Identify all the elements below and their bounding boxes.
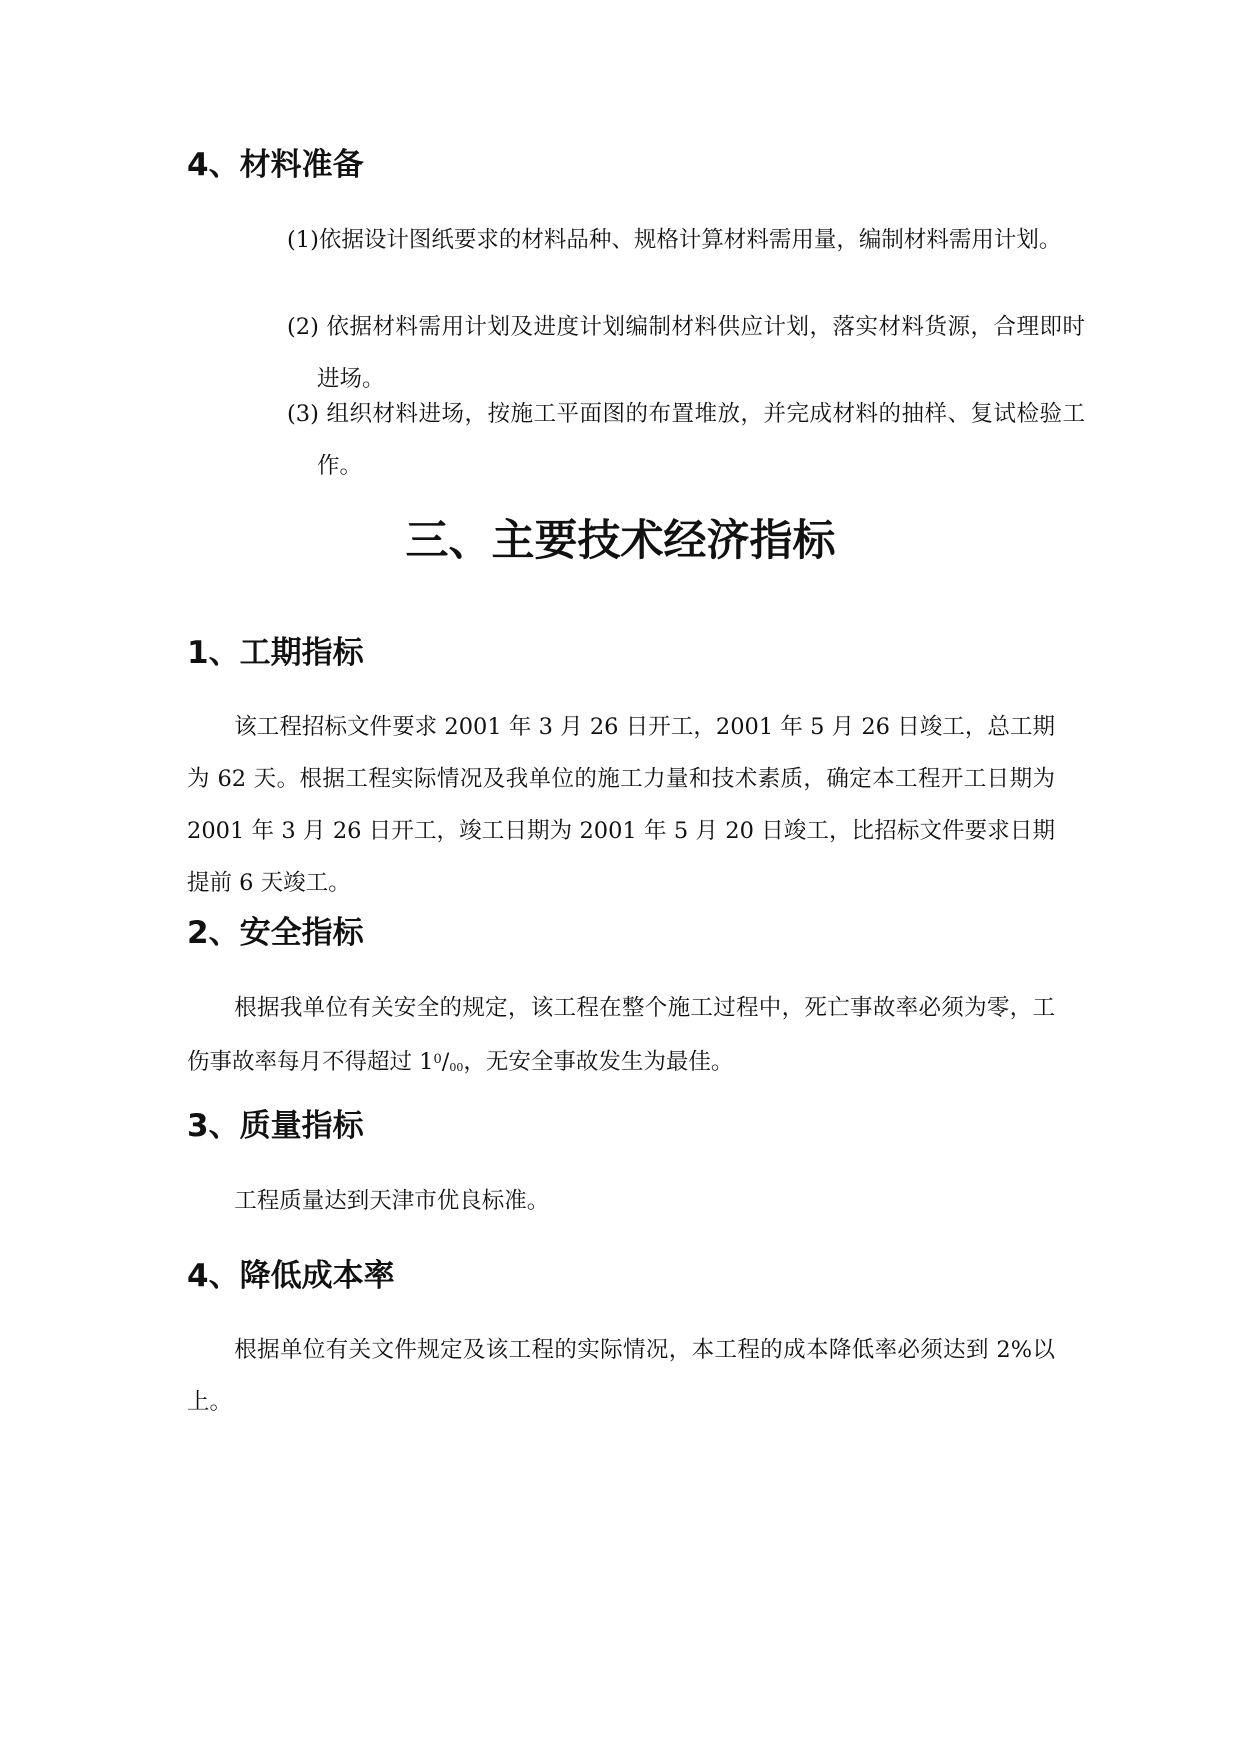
safety-paragraph — [187, 982, 1055, 1094]
permille-slash: / — [441, 1049, 450, 1075]
schedule-heading: 1、工期指标 — [187, 635, 364, 671]
quality-heading: 3、质量指标 — [187, 1108, 364, 1144]
materials-heading: 4、材料准备 — [187, 147, 364, 183]
quality-paragraph: 工程质量达到天津市优良标准。 — [234, 1188, 550, 1214]
safety-text-before: 根据我单位有关安全的规定，该工程在整个施工过程中，死亡事故率必须为零，工伤事故率每月不得超过 1 — [187, 995, 1055, 1075]
permille-numerator: 0 — [433, 1052, 442, 1067]
cost-paragraph: 根据单位有关文件规定及该工程的实际情况，本工程的成本降低率必须达到 2%以上。 — [187, 1337, 1055, 1415]
section-title: 三、主要技术经济指标 — [405, 516, 836, 566]
cost-heading: 4、降低成本率 — [187, 1258, 395, 1294]
permille-denominator: 00 — [449, 1061, 464, 1074]
schedule-paragraph: 该工程招标文件要求 2001 年 3 月 26 日开工，2001 年 5 月 26 日竣工，总工期为 62 天。根据工程实际情况及我单位的施工力量和技术素质，确定本工程开工日期为 2001 年 3 月 26 日开工，竣工日期为 2001 年 5 月 20 日竣工，比招标文件要求日期提前 6 天竣工。 — [187, 714, 1055, 896]
safety-text-after: ，无安全事故发生为最佳。 — [463, 1049, 734, 1075]
safety-heading: 2、安全指标 — [187, 915, 364, 951]
materials-item-3: (3) 组织材料进场，按施工平面图的布置堆放，并完成材料的抽样、复试检验工作。 — [287, 401, 1085, 479]
materials-item-1: (1)依据设计图纸要求的材料品种、规格计算材料需用量，编制材料需用计划。 — [287, 227, 1062, 253]
materials-item-2: (2) 依据材料需用计划及进度计划编制材料供应计划，落实材料货源，合理即时进场。 — [287, 314, 1085, 392]
